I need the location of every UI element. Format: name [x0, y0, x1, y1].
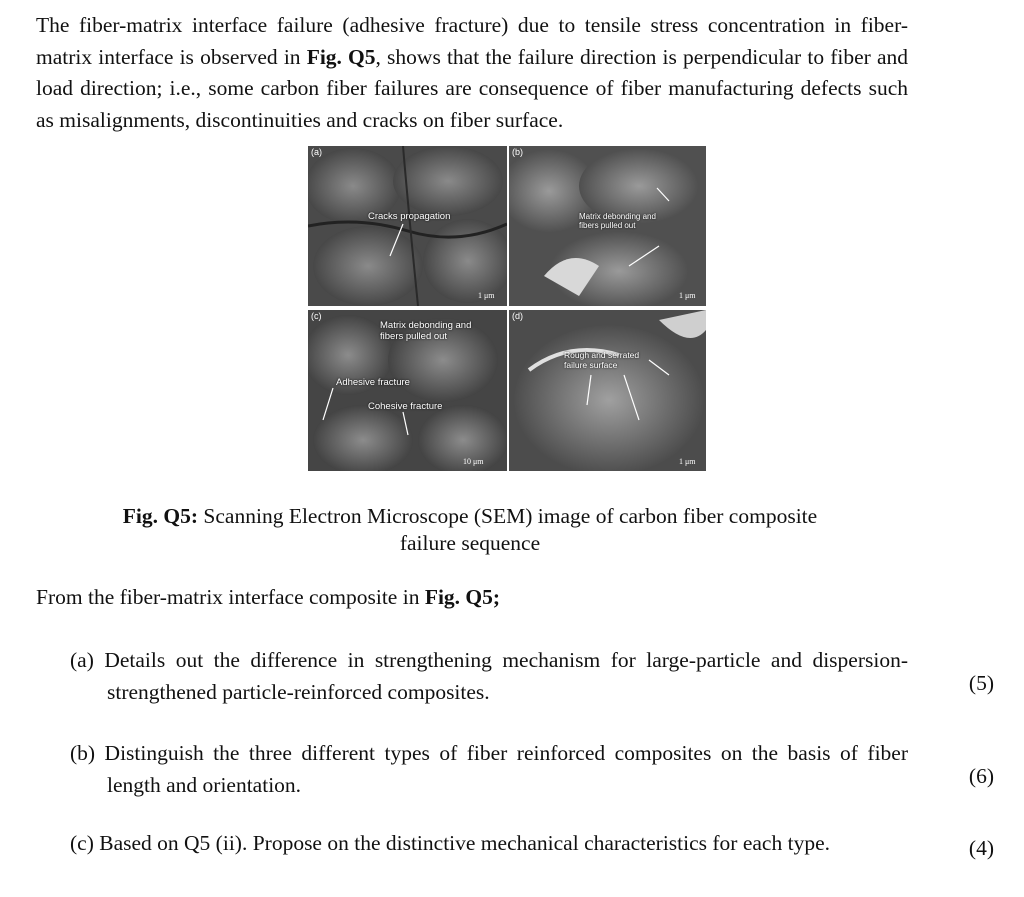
annotation-rough-serrated: Rough and serrated failure surface	[564, 350, 640, 370]
question-b	[70, 738, 908, 801]
sem-panel-d	[509, 310, 706, 471]
lead-sentence	[36, 585, 500, 610]
figure-caption	[100, 503, 840, 557]
panel-label-b: (b)	[512, 147, 523, 157]
question-b-text: (b) Distinguish the three different types of fiber reinforced composites on the basis of fiber length and orientation.	[70, 741, 908, 797]
annotation-cohesive-fracture: Cohesive fracture	[368, 401, 443, 412]
annotation-adhesive-fracture: Adhesive fracture	[336, 377, 410, 388]
sem-panel-b	[509, 146, 706, 306]
scale-bar-d: 1 μm	[679, 457, 696, 466]
sem-panel-c	[308, 310, 507, 471]
annotation-cracks-propagation: Cracks propagation	[368, 211, 451, 222]
question-a-text: (a) Details out the difference in strengthening mechanism for large-particle and dispersion-strengthened particle-reinforced composites.	[70, 648, 908, 704]
question-c	[70, 828, 908, 860]
question-c-text: (c) Based on Q5 (ii). Propose on the distinctive mechanical characteristics for each type.	[70, 831, 830, 855]
annotation-matrix-debonding-c: Matrix debonding and fibers pulled out	[380, 320, 472, 342]
sem-figure	[308, 146, 706, 471]
question-b-marks: (6)	[968, 764, 994, 788]
question-c-marks: (4)	[968, 836, 994, 860]
question-a	[70, 645, 908, 708]
scale-bar-a: 1 μm	[478, 291, 495, 300]
intro-fig-ref: Fig. Q5	[306, 44, 376, 69]
panel-label-d: (d)	[512, 311, 523, 321]
intro-text-1: The fiber-matrix interface failure (adhesive fracture) due to tensile stress concentration in fiber-matrix interface is observed in	[36, 13, 908, 69]
sem-texture-a	[308, 146, 507, 306]
scale-bar-b: 1 μm	[679, 291, 696, 300]
annotation-matrix-debonding-b: Matrix debonding and fibers pulled out	[579, 212, 656, 230]
lead-text: From the fiber-matrix interface composite in	[36, 585, 425, 609]
caption-label: Fig. Q5:	[122, 504, 199, 528]
panel-label-c: (c)	[311, 311, 322, 321]
lead-fig-ref: Fig. Q5;	[424, 585, 501, 609]
intro-text-2: , shows that the failure direction is perpendicular to fiber and load direction; i.e., some carbon fiber failures are consequence of fiber manufacturing defects such as misalignments, discontinuities and cracks on fiber surface.	[36, 44, 908, 132]
question-a-marks: (5)	[968, 671, 994, 695]
intro-paragraph	[36, 10, 908, 136]
sem-texture-d	[509, 310, 706, 471]
sem-panel-a	[308, 146, 507, 306]
scale-bar-c: 10 μm	[463, 457, 484, 466]
caption-text: Scanning Electron Microscope (SEM) image of carbon fiber composite failure sequence	[203, 504, 818, 555]
panel-label-a: (a)	[311, 147, 322, 157]
